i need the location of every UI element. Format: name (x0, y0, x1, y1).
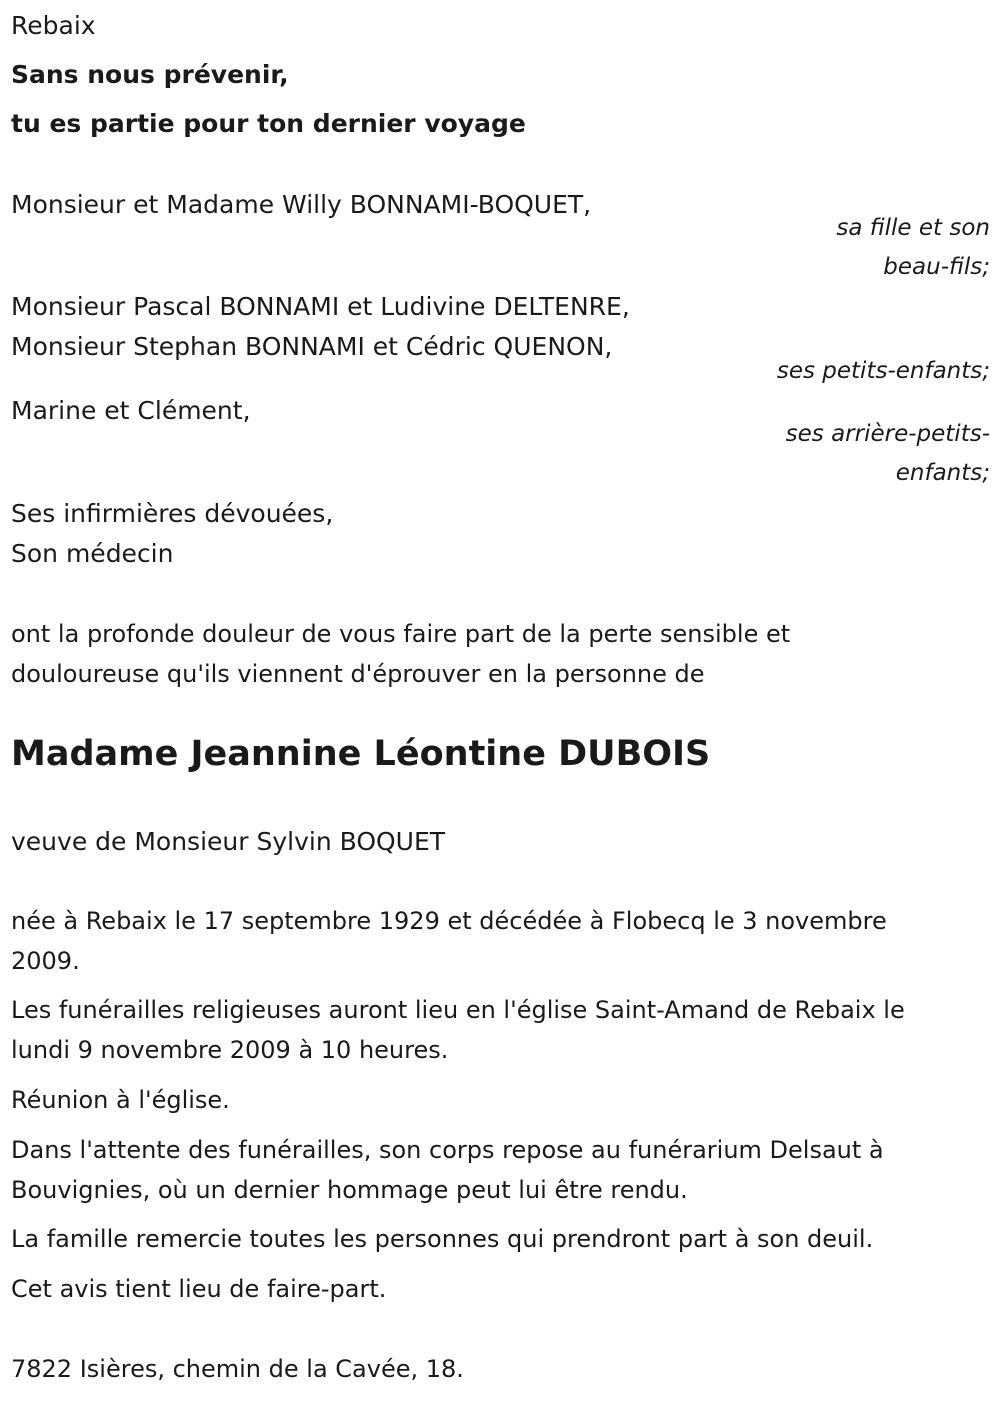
doctor-line: Son médecin (11, 539, 174, 568)
birth-death-line-2: 2009. (11, 947, 80, 975)
funeral-line-1: Les funérailles religieuses auront lieu en l'église Saint-Amand de Rebaix le (11, 996, 905, 1024)
great-grandchildren-relation-line-2: enfants; (895, 460, 990, 486)
viewing-line-2: Bouvignies, où un dernier hommage peut lui être rendu. (11, 1176, 688, 1204)
thanks-line: La famille remercie toutes les personnes qui prendront part à son deuil. (11, 1225, 874, 1253)
great-grandchildren-relation-line-1: ses arrière-petits- (785, 421, 990, 447)
great-grandchildren-names: Marine et Clément, (11, 396, 251, 425)
children-names: Monsieur et Madame Willy BONNAMI-BOQUET, (11, 190, 592, 219)
children-relation-line-1: sa fille et son (836, 215, 990, 241)
meeting-line: Réunion à l'église. (11, 1086, 230, 1114)
nurses-line: Ses infirmières dévouées, (11, 499, 334, 528)
grandchild-name-2: Monsieur Stephan BONNAMI et Cédric QUENON, (11, 332, 613, 361)
grandchild-name-1: Monsieur Pascal BONNAMI et Ludivine DELTENRE, (11, 292, 630, 321)
grandchildren-relation: ses petits-enfants; (776, 358, 990, 384)
deceased-name: Madame Jeannine Léontine DUBOIS (11, 734, 711, 774)
viewing-line-1: Dans l'attente des funérailles, son corps repose au funérarium Delsaut à (11, 1136, 884, 1164)
funeral-line-2: lundi 9 novembre 2009 à 10 heures. (11, 1036, 449, 1064)
announcement-line-2: douloureuse qu'ils viennent d'éprouver en la personne de (11, 660, 705, 688)
closing-line: Cet avis tient lieu de faire-part. (11, 1275, 387, 1303)
address-line: 7822 Isières, chemin de la Cavée, 18. (11, 1355, 464, 1383)
place-heading: Rebaix (11, 11, 96, 40)
announcement-line-1: ont la profonde douleur de vous faire part de la perte sensible et (11, 620, 791, 648)
children-relation-line-2: beau-fils; (883, 254, 990, 280)
verse-line-2: tu es partie pour ton dernier voyage (11, 109, 526, 138)
widow-of-line: veuve de Monsieur Sylvin BOQUET (11, 827, 446, 856)
birth-death-line-1: née à Rebaix le 17 septembre 1929 et décédée à Flobecq le 3 novembre (11, 907, 887, 935)
verse-line-1: Sans nous prévenir, (11, 60, 289, 89)
